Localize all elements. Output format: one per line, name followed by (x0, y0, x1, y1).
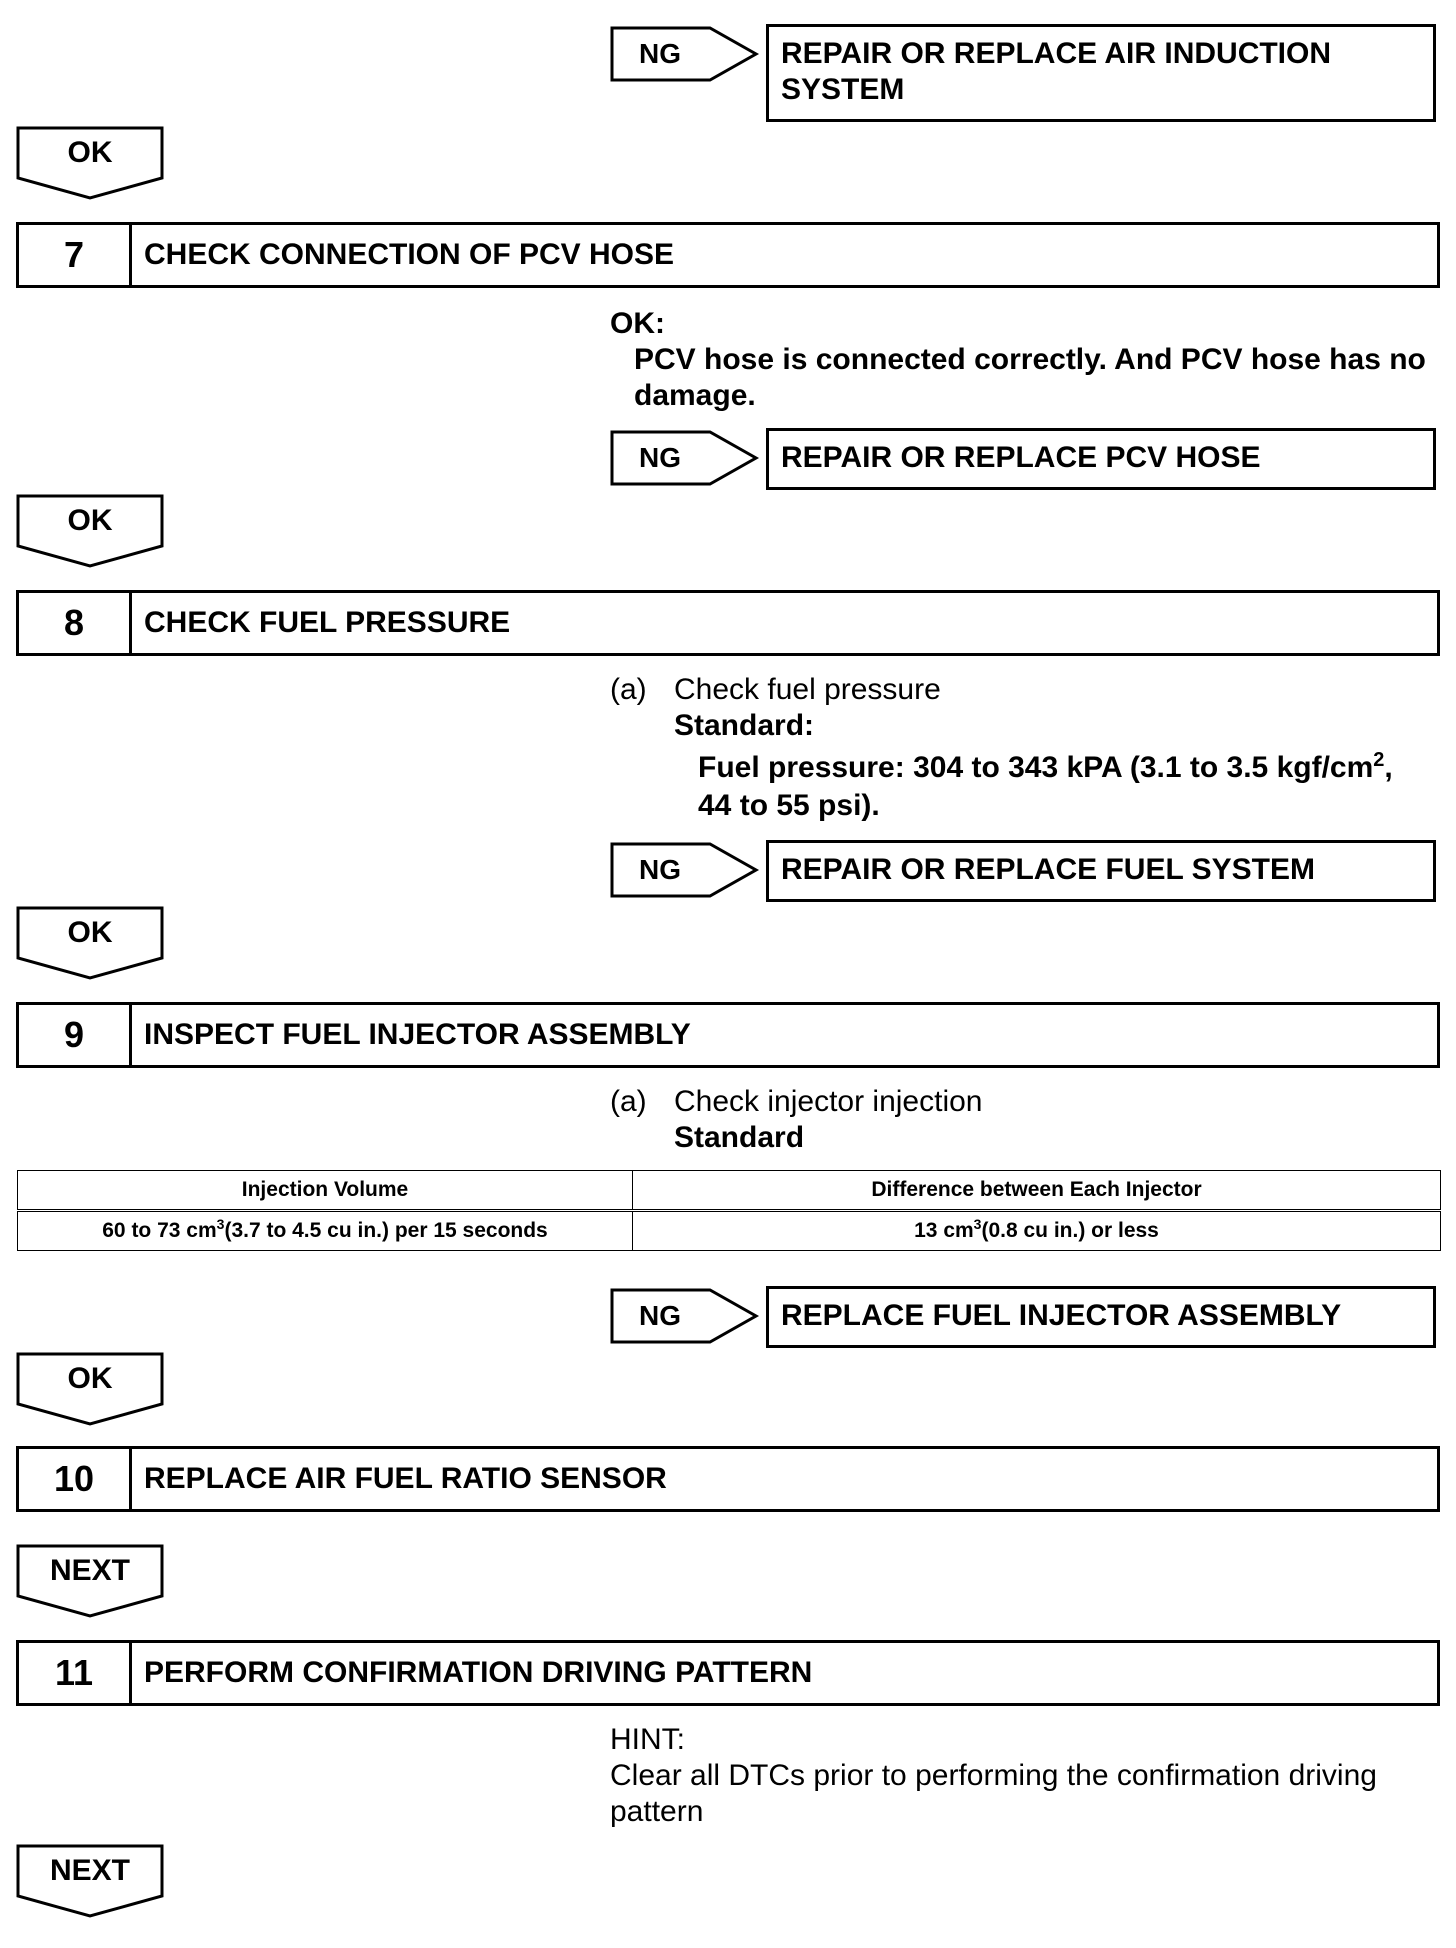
standard-label: Standard (674, 1121, 805, 1154)
ok-criteria-text: PCV hose is connected correctly. And PCV hose has no damage. (634, 343, 1426, 412)
next-arrow (16, 1544, 164, 1618)
table-row (18, 1211, 1441, 1251)
step-8-header (16, 590, 1440, 656)
cell-text: 13 cm (914, 1219, 974, 1242)
step-title: INSPECT FUEL INJECTOR ASSEMBLY (144, 1018, 691, 1051)
table-header-cell: Difference between Each Injector (633, 1171, 1441, 1211)
table-cell-difference (633, 1211, 1441, 1251)
step-number: 7 (19, 225, 132, 285)
next-arrow (16, 1844, 164, 1918)
step-10-header (16, 1446, 1440, 1512)
item-text: Check injector injection (674, 1085, 983, 1118)
ng-branch-arrow (610, 430, 760, 486)
ok-arrow (16, 906, 164, 980)
next-label: NEXT (49, 1554, 130, 1587)
ok-criteria-heading: OK: (610, 307, 665, 340)
ng-result-fuel-injector: REPLACE FUEL INJECTOR ASSEMBLY (766, 1286, 1436, 1348)
step-11-header (16, 1640, 1440, 1706)
cell-text: 60 to 73 cm (102, 1219, 217, 1242)
table-cell-injection-volume (18, 1211, 633, 1251)
superscript: 2 (1373, 749, 1385, 771)
standard-value-line2: 44 to 55 psi). (698, 789, 880, 822)
ng-branch-arrow (610, 842, 760, 898)
cell-text: (3.7 to 4.5 cu in.) per 15 seconds (224, 1219, 548, 1242)
step-9-header (16, 1002, 1440, 1068)
superscript: 3 (216, 1216, 225, 1232)
ng-result-pcv-hose: REPAIR OR REPLACE PCV HOSE (766, 428, 1436, 490)
cell-text: (0.8 cu in.) or less (981, 1219, 1159, 1242)
standard-value (698, 750, 1393, 786)
ok-label: OK (67, 136, 113, 169)
hint-label: HINT: (610, 1723, 685, 1756)
table-header-cell: Injection Volume (18, 1171, 633, 1211)
item-marker: (a) (610, 1085, 647, 1118)
ng-label: NG (639, 442, 681, 473)
hint-text: Clear all DTCs prior to performing the confirmation driving pattern (610, 1759, 1377, 1828)
table-header-row (18, 1171, 1441, 1211)
ng-result-fuel-system: REPAIR OR REPLACE FUEL SYSTEM (766, 840, 1436, 902)
next-label: NEXT (49, 1854, 130, 1887)
ng-branch-arrow (610, 26, 760, 82)
step-title: CHECK FUEL PRESSURE (144, 606, 511, 639)
ok-arrow (16, 494, 164, 568)
ng-branch-arrow (610, 1288, 760, 1344)
standard-label: Standard: (674, 709, 815, 742)
step-number: 9 (19, 1005, 132, 1065)
step-7-header (16, 222, 1440, 288)
superscript: 3 (973, 1216, 982, 1232)
step-number: 11 (19, 1643, 132, 1703)
ng-label: NG (639, 1300, 681, 1331)
ok-arrow (16, 126, 164, 200)
ok-label: OK (67, 916, 113, 949)
standard-value-end: , (1384, 751, 1393, 784)
item-marker: (a) (610, 673, 647, 706)
ok-arrow (16, 1352, 164, 1426)
step-title: CHECK CONNECTION OF PCV HOSE (144, 238, 675, 271)
ok-label: OK (67, 504, 113, 537)
step-number: 8 (19, 593, 132, 653)
ng-label: NG (639, 38, 681, 69)
standard-value-main: Fuel pressure: 304 to 343 kPA (3.1 to 3.5 kgf/cm (698, 751, 1374, 784)
ok-label: OK (67, 1362, 113, 1395)
injection-spec-table (17, 1170, 1441, 1251)
step-title: PERFORM CONFIRMATION DRIVING PATTERN (144, 1656, 813, 1689)
step-title: REPLACE AIR FUEL RATIO SENSOR (144, 1462, 667, 1495)
item-text: Check fuel pressure (674, 673, 941, 706)
step-number: 10 (19, 1449, 132, 1509)
ng-result-air-induction: REPAIR OR REPLACE AIR INDUCTION SYSTEM (766, 24, 1436, 122)
ng-label: NG (639, 854, 681, 885)
